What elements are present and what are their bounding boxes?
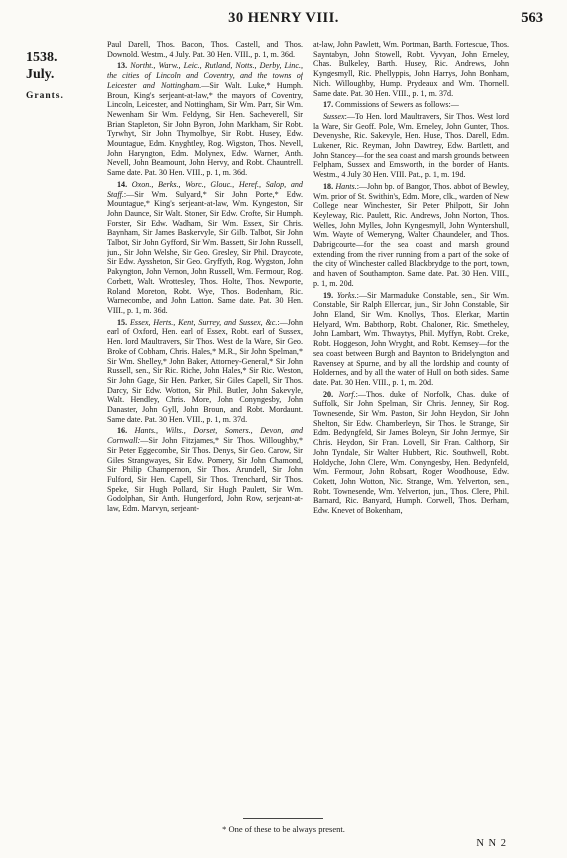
- running-title: 30 HENRY VIII.: [228, 10, 339, 26]
- margin-year: 1538.: [26, 50, 58, 65]
- entry-paragraph: [313, 390, 509, 516]
- entry-number: 20.: [323, 389, 334, 399]
- entry-text: :—To Hen. lord Maultravers, Sir Thos. West lord la Ware, Sir Geoff. Pole, Wm. Erneley, John Gunter, Thos. Devenyshe, Ric. Sakevyle, Hen. Huse, Thos. Darell, Edm. Lukener, Ric. Reyman, John Dawtrey, Edw. Bartlett, and John Stancey—for the sea coast and marsh grounds between Felpham, Sussex and Emsworth, in the border of Hants. Westm., 4 July 30 Hen. VIII. Pat., p. 1, m. 19d.: [313, 111, 509, 180]
- entry-heading: Hants.: [335, 181, 357, 191]
- footnote-rule: [243, 818, 323, 819]
- footnote: * One of these to be always present.: [222, 824, 345, 834]
- text-column-left: [107, 40, 303, 810]
- margin-month: July.: [26, 67, 55, 82]
- page-header: [0, 10, 567, 30]
- entry-text: :—John earl of Oxford, Hen. earl of Essex, Robt. earl of Sussex, Hen. lord Maultravers, Sir Thos. West de la Ware, Sir Geo. Broke of Cobham, Chris. Hales,* M.R., Sir John Spelman,* Sir Wm. Shelley,* John Baker, Attorney-General,* Sir John Russell, sen., Sir Ric. Riche, John Hales,* Sir Ric. Weston, Sir John Gage, Sir Hen. Parker, Sir Giles Capell, Sir Thos. Darcy, Sir Edw. Wotton, Sir Phil. Butler, John Sakevyle, Walt. Hendley, Chris. More, John Conyngesby, John Danaster, John Gyll, John Broun, and Robt. Mordaunt. Same date. Pat. 30 Hen. VIII., p. 1, m. 37d.: [107, 317, 303, 424]
- page-number: 563: [521, 10, 543, 26]
- entry-number: 17.: [323, 100, 334, 110]
- entry-paragraph: [313, 112, 509, 180]
- entry-number: 13.: [117, 61, 128, 71]
- entry-number: 19.: [323, 290, 334, 300]
- entry-number: 18.: [323, 181, 334, 191]
- entry-paragraph: [313, 40, 509, 98]
- entry-paragraph: [313, 182, 509, 289]
- entry-text: :—Sir Wm. Sulyard,* Sir John Porte,* Edw. Mountague,* King's serjeant-at-law, Wm. Kyngeston, Sir John Daunce, Sir Walt. Stoner, Sir Edw. Crofte, Sir Humph. Forster, Sir Edw. Wadham, Sir Wm. Essex, Sir Chris. Baynham, Sir James Baskervyle, Sir Gilb. Talbot, Sir John Talbot, Sir John Gyfford, Sir Wm. Bassett, Sir John Russell, jun., Sir John Welshe, Sir Geo. Gresley, Sir Phil. Draycote, Sir Edw. Ayssheton, Sir Geo. Gryffyth, Rog. Wygston, John Pakyngton, John Vernon, John Russell, Wm. Fermour, Rog. Corbett, Walt. Wrottesley, Thos. Holte, Thos. Newporte, Roland Moreton, Robt. Wye, Thos. Bodenham, Ric. Warnecombe, and John Latton. Same date. Pat. 30 Hen. VIII., p. 1, m. 36d.: [107, 189, 303, 315]
- margin-section: Grants.: [26, 91, 64, 101]
- entry-text: :—Sir Marmaduke Constable, sen., Sir Wm. Constable, Sir Ralph Ellercar, jun., Sir John Constable, Sir John Eland, Sir Wm. Knollys, Thos. Elerkar, Martin Helyard, Wm. Babthorp, Robt. Chaloner, Ric. Smetheley, John Lambart, Wm. Thwaytys, Phil. Myffyn, Robt. Creke, Robt. Hoggeson, John Wryght, and Robt. Kemsey—for the sea coast between Burgh and Baynton to Bridelyngton and Ravensey at Spurne, and by all the lordship and county of Holdernes, and by all the water of Hull on both sides. Same date. Pat. 30 Hen. VIII., p. 1, m. 20d.: [313, 290, 509, 387]
- entry-paragraph: [107, 180, 303, 316]
- entry-text: Paul Darell, Thos. Bacon, Thos. Castell, and Thos. Downold. Westm., 4 July. Pat. 30 Hen. VIII., p. 1, m. 36d.: [107, 40, 303, 59]
- entry-text: Commissions of Sewers as follows:—: [335, 100, 459, 110]
- entry-text: :—John bp. of Bangor, Thos. abbot of Bewley, Wm. prior of St. Swithin's, Edm. More, clk., warden of New College near Winchester, Sir Peter Philpott, Sir John Keyleway, Ric. Paulett, Ric. Andrews, John Norton, Thos. Welles, John Mylles, John Kyngesmyll, John Wyntershull, Wm. Wayte of Wemeryng, Walter Chaundeler, and Thos. Dabrigcourte—for the sea coast and marsh ground extending from the river running from a part of the soke of the city of Winchester called Blackbrydge to the port, town, and haven of Southampton. Same date. Pat. 30 Hen. VIII., p. 1, m. 20d.: [313, 181, 509, 288]
- entry-text: —Sir Walt. Luke,* Humph. Broun, King's serjeant-at-law,* the mayors of Coventry, Lincoln, Leicester, and Nottingham, Sir Wm. Parr, Sir Wm. Newenham Sir Wm. Feldyng, Sir Hen. Sacheverell, Sir Brian Stapleton, Sir John Byron, John Markham, Sir Robt. Tyrwhyt, Sir John Thymolbye, Sir Robt. Husey, Edw. Mountague, Edm. Knyghtley, Rog. Wigston, Thos. Nevell, John Haryngton, Edm. Molynex, Edw. Warner, Anth. Nevell, John Beamount, John Hervy, and Robt. Chauntrell. Same date. Pat. 30 Hen. VIII., p. 1, m. 36d.: [107, 80, 303, 178]
- entry-heading: Norf.: [338, 389, 356, 399]
- entry-number: 15.: [117, 317, 128, 327]
- entry-paragraph: [107, 61, 303, 177]
- entry-paragraph: [107, 426, 303, 513]
- entry-number: 14.: [117, 179, 128, 189]
- entry-heading: Sussex: [323, 111, 345, 121]
- entry-paragraph: [313, 291, 509, 388]
- entry-heading: Hants., Wilts., Dorset, Somers., Devon, and Cornwall:: [107, 426, 303, 446]
- entry-heading: Northt., Warw., Leic., Rutland, Notts., Derby, Linc., the cities of Lincoln and Coventry, and the towns of Leicester and Nottingham.: [107, 61, 303, 90]
- signature-mark: N N 2: [476, 838, 507, 849]
- text-column-right: [313, 40, 509, 810]
- entry-text: at-law, John Pawlett, Wm. Portman, Barth. Fortescue, Thos. Sayntabyn, John Stowell, Robt. Vyvyan, John Erneley, Chas. Bulkeley, Barth. Husey, Ric. Andrews, John Kyngesmyll, Ric. Phellyppis, John Harrys, John Bonham, Nich. Willoughby, Hump. Prydeaux and Wm. Thornell. Same date. Pat. 30 Hen. VIII., p. 1, m. 37d.: [313, 40, 509, 98]
- entry-text: —Sir John Fitzjames,* Sir Thos. Willoughby,* Sir Peter Eggecombe, Sir Thos. Denys, Sir Geo. Carow, Sir Giles Strangwayes, Sir Edw. Pomery, Sir John Chamond, Sir Philip Champernon, Sir Thos. Arundell, Sir John Fulford, Sir Hen. Capell, Sir Thos. Trenchard, Sir Thos. Speke, Sir Hugh Pollard, Sir Hugh Paulett, Sir Wm. Godolphan, Sir Anth. Hungerford, John Row, serjeant-at-law, Edm. Marvyn, serjeant-: [107, 436, 303, 514]
- entry-number: 16.: [117, 426, 128, 436]
- entry-paragraph: [107, 40, 303, 59]
- entry-text: :—Thos. duke of Norfolk, Chas. duke of Suffolk, Sir John Spelman, Sir Chris. Jenney, Sir Rog. Townesende, Sir Wm. Paston, Sir John Heydon, Sir John Shelton, Sir Edw. Chamberleyn, Sir Thos. le Strange, Sir Edm. Bedyngfeld, Sir James Boleyn, Sir John Jermye, Sir Chris. Heydon, Sir Fran. Lovell, Sir Fran. Calthorp, Sir John Tyndale, Sir Walter Hubbert, Ric. Southwell, Robt. Holdyche, John Clere, Wm. Conyngesby, Hen. Bedynfeld, Wm. Fermour, John Robsart, Roger Woodhouse, Edw. Cokett, John Wotton, Nic. Strange, Wm. Yelverton, sen., Robt. Townesende, Wm. Yelverton, jun., Thos. Clere, Phil. Barnard, Ric. Banyard, Humph. Corwell, Thos. Derham, Edw. Knevet of Bokenham,: [313, 389, 509, 516]
- entry-heading: Essex, Herts., Kent, Surrey, and Sussex, &c.: [129, 317, 278, 327]
- entry-paragraph: [313, 100, 509, 110]
- entry-heading: Yorks.: [336, 290, 357, 300]
- entry-paragraph: [107, 318, 303, 425]
- entry-heading: Oxon., Berks., Worc., Glouc., Heref., Salop, and Staff.: [107, 179, 303, 199]
